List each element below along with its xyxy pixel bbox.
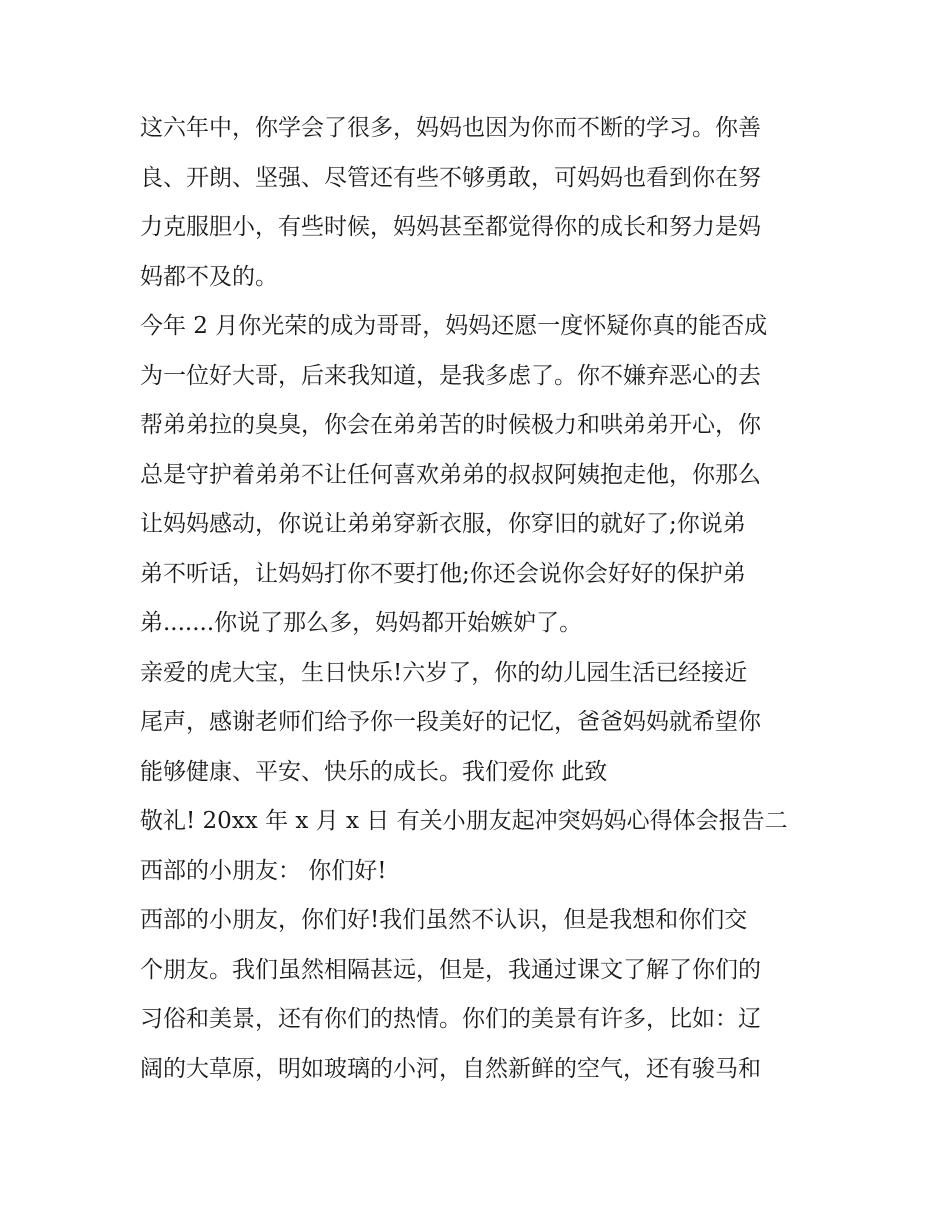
text-line: 个朋友。我们虽然相隔甚远，但是，我通过课文了解了你们的	[140, 956, 761, 983]
text-line: 今年 2 月你光荣的成为哥哥，妈妈还愿一度怀疑你真的能否成	[140, 313, 768, 339]
text-line: 为一位好大哥，后来我知道，是我多虑了。你不嫌弃恶心的去	[140, 362, 761, 389]
text-line: 弟不听话，让妈妈打你不要打他;你还会说你会好好的保护弟	[140, 560, 746, 587]
text-line: 敬礼! 20xx 年 x 月 x 日 有关小朋友起冲突妈妈心得体会报告二	[140, 808, 788, 834]
text-line: 帮弟弟拉的臭臭，你会在弟弟苦的时候极力和哄弟弟开心，你	[140, 412, 761, 438]
text-line: 西部的小朋友，你们好!我们虽然不认识，但是我想和你们交	[140, 907, 748, 933]
text-line: 西部的小朋友： 你们好!	[140, 857, 387, 884]
text-line: 亲爱的虎大宝，生日快乐!六岁了，你的幼儿园生活已经接近	[140, 659, 748, 686]
text-line: 总是守护着弟弟不让任何喜欢弟弟的叔叔阿姨抱走他，你那么	[140, 461, 761, 488]
text-line: 能够健康、平安、快乐的成长。我们爱你 此致	[140, 758, 608, 785]
text-line: 这六年中，你学会了很多，妈妈也因为你而不断的学习。你善	[140, 115, 761, 141]
text-line: 让妈妈感动，你说让弟弟穿新衣服，你穿旧的就好了;你说弟	[140, 511, 746, 537]
text-line: 弟.......你说了那么多，妈妈都开始嫉妒了。	[140, 610, 583, 636]
text-line: 力克服胆小，有些时候，妈妈甚至都觉得你的成长和努力是妈	[140, 214, 761, 240]
document-body	[140, 104, 820, 1094]
text-line: 习俗和美景，还有你们的热情。你们的美景有许多，比如：辽	[140, 1006, 761, 1032]
text-line: 阔的大草原，明如玻璃的小河，自然新鲜的空气，还有骏马和	[140, 1055, 761, 1082]
text-line: 良、开朗、坚强、尽管还有些不够勇敢，可妈妈也看到你在努	[140, 164, 761, 191]
text-line: 尾声，感谢老师们给予你一段美好的记忆，爸爸妈妈就希望你	[140, 709, 761, 735]
text-line: 妈都不及的。	[140, 263, 278, 290]
